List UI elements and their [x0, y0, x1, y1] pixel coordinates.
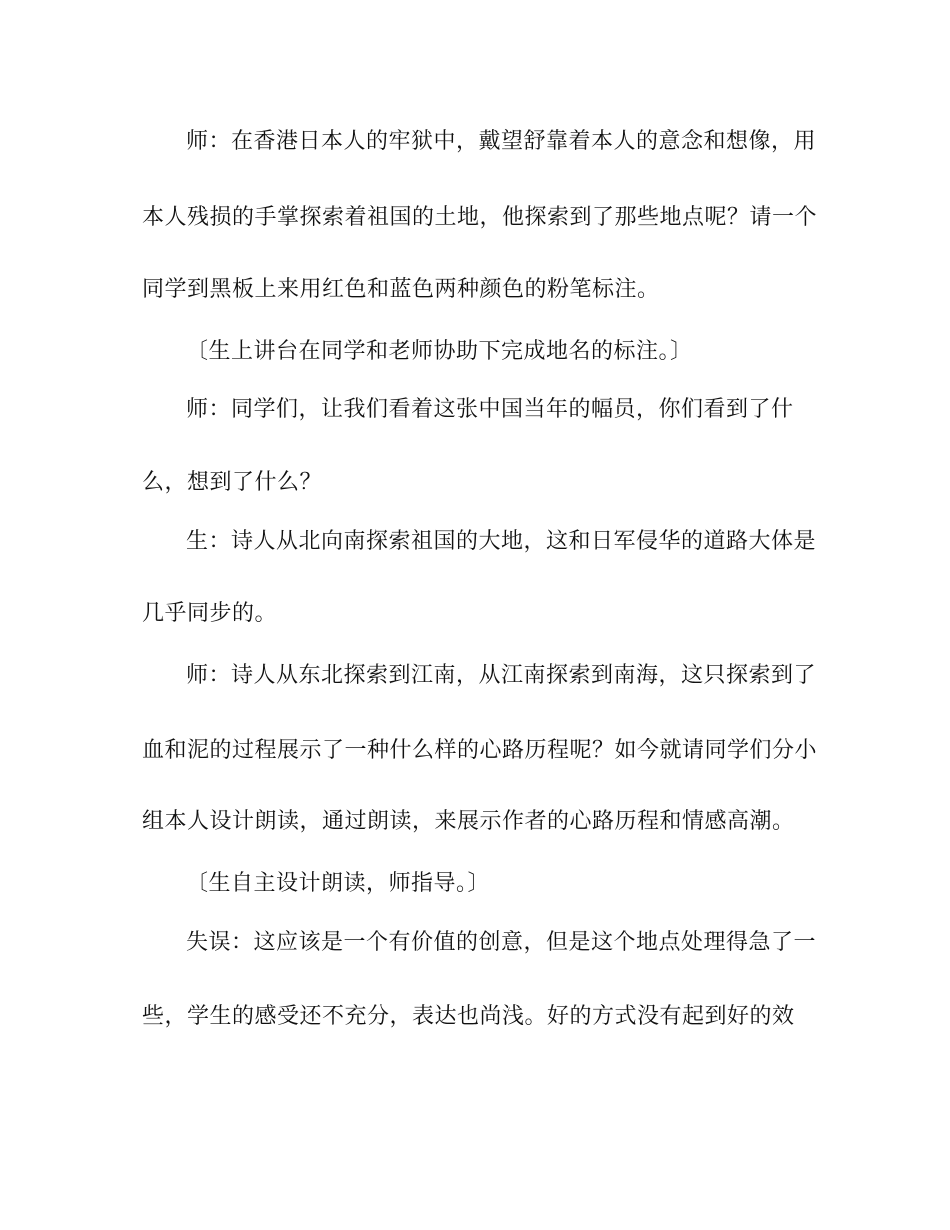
paragraph-line-8: 几乎同步的。	[142, 601, 278, 626]
paragraph-line-5: 师：同学们，让我们看着这张中国当年的幅员，你们看到了什	[186, 397, 794, 422]
paragraph-line-10: 血和泥的过程展示了一种什么样的心路历程呢？如今就请同学们分小	[142, 738, 818, 763]
paragraph-line-6: 么，想到了什么？	[142, 470, 323, 495]
paragraph-line-2: 本人残损的手掌探索着祖国的土地，他探索到了那些地点呢？请一个	[142, 205, 818, 230]
paragraph-line-1: 师：在香港日本人的牢狱中，戴望舒靠着本人的意念和想像，用	[186, 129, 817, 154]
paragraph-line-13: 失误：这应该是一个有价值的创意，但是这个地点处理得急了一	[186, 930, 817, 955]
paragraph-line-7: 生：诗人从北向南探索祖国的大地，这和日军侵华的道路大体是	[186, 529, 817, 554]
paragraph-line-4: 〔生上讲台在同学和老师协助下完成地名的标注。〕	[186, 339, 693, 364]
paragraph-line-3: 同学到黑板上来用红色和蓝色两种颜色的粉笔标注。	[142, 277, 660, 302]
paragraph-line-9: 师：诗人从东北探索到江南，从江南探索到南海，这只探索到了	[186, 663, 817, 688]
paragraph-line-14: 些，学生的感受还不充分，表达也尚浅。好的方式没有起到好的效	[142, 1004, 795, 1029]
paragraph-line-11: 组本人设计朗读，通过朗读，来展示作者的心路历程和情感高潮。	[142, 809, 795, 834]
paragraph-line-12: 〔生自主设计朗读，师指导。〕	[186, 871, 491, 896]
